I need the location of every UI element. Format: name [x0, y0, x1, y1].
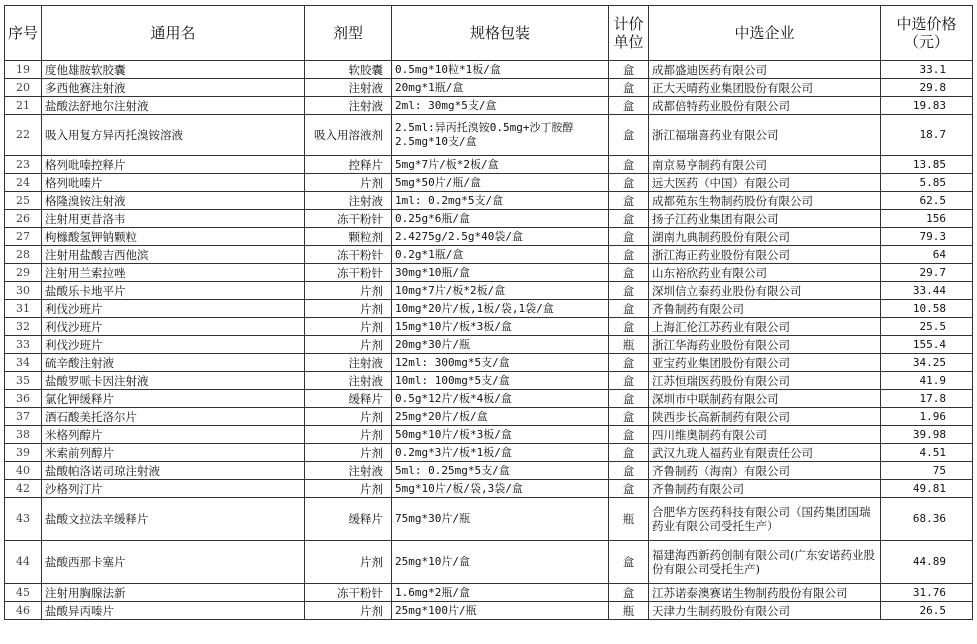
selected-enterprise-cell: 扬子江药业集团有限公司: [649, 210, 881, 228]
spec-package-cell: 5ml: 0.25mg*5支/盒: [392, 462, 609, 480]
table-row: [5, 318, 973, 336]
spec-package-cell: 1ml: 0.2mg*5支/盒: [392, 192, 609, 210]
selected-enterprise-cell: 陕西步长高新制药有限公司: [649, 408, 881, 426]
drug-name-cell: 利伐沙班片: [42, 300, 305, 318]
row-number-cell: 43: [5, 498, 42, 541]
dosage-form-cell: 片剂: [305, 426, 392, 444]
table-row: [5, 264, 973, 282]
dosage-form-cell: 片剂: [305, 300, 392, 318]
spec-package-cell: 2.4275g/2.5g*40袋/盒: [392, 228, 609, 246]
row-number-cell: 33: [5, 336, 42, 354]
selected-price-cell: 39.98: [881, 426, 973, 444]
selected-price-cell: 5.85: [881, 174, 973, 192]
table-row: [5, 79, 973, 97]
spec-package-cell: 1.6mg*2瓶/盒: [392, 584, 609, 602]
spec-package-cell: 10mg*20片/板,1板/袋,1袋/盒: [392, 300, 609, 318]
table-row: [5, 210, 973, 228]
drug-name-cell: 酒石酸美托洛尔片: [42, 408, 305, 426]
row-number-cell: 36: [5, 390, 42, 408]
pricing-unit-cell: 瓶: [609, 336, 649, 354]
table-row: [5, 192, 973, 210]
row-number-cell: 38: [5, 426, 42, 444]
table-row: [5, 300, 973, 318]
table-row: [5, 61, 973, 79]
dosage-form-cell: 缓释片: [305, 498, 392, 541]
drug-name-cell: 注射用兰索拉唑: [42, 264, 305, 282]
table-row: [5, 541, 973, 584]
selected-enterprise-cell: 武汉九珑人福药业有限责任公司: [649, 444, 881, 462]
selected-price-cell: 33.1: [881, 61, 973, 79]
selected-price-cell: 18.7: [881, 115, 973, 156]
dosage-form-cell: 注射液: [305, 79, 392, 97]
dosage-form-cell: 缓释片: [305, 390, 392, 408]
drug-name-cell: 利伐沙班片: [42, 318, 305, 336]
selected-enterprise-cell: 四川维奥制药有限公司: [649, 426, 881, 444]
selected-price-cell: 68.36: [881, 498, 973, 541]
spec-package-cell: 20mg*1瓶/盒: [392, 79, 609, 97]
drug-name-cell: 盐酸法舒地尔注射液: [42, 97, 305, 115]
header-no: 序号: [5, 6, 42, 61]
header-price: 中选价格（元）: [881, 6, 973, 61]
row-number-cell: 24: [5, 174, 42, 192]
table-row: [5, 498, 973, 541]
dosage-form-cell: 片剂: [305, 602, 392, 620]
dosage-form-cell: 吸入用溶液剂: [305, 115, 392, 156]
table-row: [5, 115, 973, 156]
spec-package-cell: 50mg*10片/板*3板/盒: [392, 426, 609, 444]
pricing-unit-cell: 盒: [609, 541, 649, 584]
row-number-cell: 42: [5, 480, 42, 498]
drug-name-cell: 硫辛酸注射液: [42, 354, 305, 372]
drug-name-cell: 格列吡嗪控释片: [42, 156, 305, 174]
table-row: [5, 336, 973, 354]
row-number-cell: 35: [5, 372, 42, 390]
spec-package-cell: 25mg*20片/板/盒: [392, 408, 609, 426]
row-number-cell: 46: [5, 602, 42, 620]
spec-package-cell: 25mg*10片/盒: [392, 541, 609, 584]
spec-package-cell: 0.5g*12片/板*4板/盒: [392, 390, 609, 408]
row-number-cell: 40: [5, 462, 42, 480]
spec-package-cell: 0.2mg*3片/板*1板/盒: [392, 444, 609, 462]
pricing-unit-cell: 盒: [609, 210, 649, 228]
pricing-unit-cell: 盒: [609, 192, 649, 210]
table-row: [5, 97, 973, 115]
dosage-form-cell: 片剂: [305, 541, 392, 584]
drug-name-cell: 格隆溴铵注射液: [42, 192, 305, 210]
selected-enterprise-cell: 山东裕欣药业有限公司: [649, 264, 881, 282]
selected-enterprise-cell: 江苏诺泰澳赛诺生物制药股份有限公司: [649, 584, 881, 602]
pricing-unit-cell: 盒: [609, 97, 649, 115]
table-row: [5, 584, 973, 602]
spec-package-cell: 5mg*7片/板*2板/盒: [392, 156, 609, 174]
pricing-unit-cell: 盒: [609, 318, 649, 336]
pricing-unit-cell: 盒: [609, 300, 649, 318]
drug-name-cell: 沙格列汀片: [42, 480, 305, 498]
selected-enterprise-cell: 浙江福瑞喜药业有限公司: [649, 115, 881, 156]
pricing-unit-cell: 瓶: [609, 602, 649, 620]
pricing-unit-cell: 盒: [609, 426, 649, 444]
spec-package-cell: 15mg*10片/板*3板/盒: [392, 318, 609, 336]
pricing-unit-cell: 盒: [609, 372, 649, 390]
dosage-form-cell: 注射液: [305, 354, 392, 372]
dosage-form-cell: 冻干粉针: [305, 264, 392, 282]
dosage-form-cell: 注射液: [305, 192, 392, 210]
row-number-cell: 26: [5, 210, 42, 228]
selected-enterprise-cell: 合肥华方医药科技有限公司（国药集团国瑞药业有限公司受托生产）: [649, 498, 881, 541]
drug-name-cell: 注射用盐酸吉西他滨: [42, 246, 305, 264]
drug-name-cell: 盐酸西那卡塞片: [42, 541, 305, 584]
selected-price-cell: 25.5: [881, 318, 973, 336]
selected-price-cell: 17.8: [881, 390, 973, 408]
pricing-unit-cell: 盒: [609, 174, 649, 192]
header-spec: 规格包装: [392, 6, 609, 61]
row-number-cell: 25: [5, 192, 42, 210]
dosage-form-cell: 软胶囊: [305, 61, 392, 79]
dosage-form-cell: 冻干粉针: [305, 584, 392, 602]
table-row: [5, 602, 973, 620]
selected-enterprise-cell: 齐鲁制药有限公司: [649, 300, 881, 318]
table-row: [5, 462, 973, 480]
drug-name-cell: 盐酸乐卡地平片: [42, 282, 305, 300]
spec-package-cell: 5mg*10片/板/袋,3袋/盒: [392, 480, 609, 498]
pricing-unit-cell: 盒: [609, 115, 649, 156]
row-number-cell: 23: [5, 156, 42, 174]
header-enterprise: 中选企业: [649, 6, 881, 61]
pricing-unit-cell: 盒: [609, 228, 649, 246]
drug-name-cell: 盐酸文拉法辛缓释片: [42, 498, 305, 541]
selected-price-cell: 64: [881, 246, 973, 264]
row-number-cell: 32: [5, 318, 42, 336]
dosage-form-cell: 片剂: [305, 318, 392, 336]
drug-name-cell: 多西他赛注射液: [42, 79, 305, 97]
row-number-cell: 30: [5, 282, 42, 300]
drug-name-cell: 注射用更昔洛韦: [42, 210, 305, 228]
spec-package-cell: 0.5mg*10粒*1板/盒: [392, 61, 609, 79]
spec-package-cell: 0.25g*6瓶/盒: [392, 210, 609, 228]
selected-enterprise-cell: 湖南九典制药股份有限公司: [649, 228, 881, 246]
pricing-unit-cell: 盒: [609, 584, 649, 602]
selected-price-cell: 13.85: [881, 156, 973, 174]
header-name: 通用名: [42, 6, 305, 61]
drug-name-cell: 米索前列醇片: [42, 444, 305, 462]
spec-package-cell: 2.5ml:异丙托溴铵0.5mg+沙丁胺醇2.5mg*10支/盒: [392, 115, 609, 156]
table-header-row: [5, 6, 973, 61]
selected-enterprise-cell: 远大医药（中国）有限公司: [649, 174, 881, 192]
row-number-cell: 44: [5, 541, 42, 584]
pricing-unit-cell: 盒: [609, 156, 649, 174]
selected-price-cell: 75: [881, 462, 973, 480]
pricing-unit-cell: 盒: [609, 61, 649, 79]
selected-price-cell: 44.89: [881, 541, 973, 584]
selected-price-cell: 41.9: [881, 372, 973, 390]
selected-enterprise-cell: 成都倍特药业股份有限公司: [649, 97, 881, 115]
spec-package-cell: 12ml: 300mg*5支/盒: [392, 354, 609, 372]
selected-enterprise-cell: 齐鲁制药有限公司: [649, 480, 881, 498]
selected-price-cell: 10.58: [881, 300, 973, 318]
row-number-cell: 31: [5, 300, 42, 318]
selected-price-cell: 79.3: [881, 228, 973, 246]
table-row: [5, 426, 973, 444]
dosage-form-cell: 冻干粉针: [305, 210, 392, 228]
dosage-form-cell: 片剂: [305, 444, 392, 462]
table-row: [5, 156, 973, 174]
drug-name-cell: 米格列醇片: [42, 426, 305, 444]
selected-price-cell: 156: [881, 210, 973, 228]
selected-enterprise-cell: 亚宝药业集团股份有限公司: [649, 354, 881, 372]
table-row: [5, 282, 973, 300]
selected-enterprise-cell: 齐鲁制药（海南）有限公司: [649, 462, 881, 480]
row-number-cell: 45: [5, 584, 42, 602]
pricing-unit-cell: 盒: [609, 354, 649, 372]
pricing-unit-cell: 盒: [609, 444, 649, 462]
selected-price-cell: 29.7: [881, 264, 973, 282]
spec-package-cell: 0.2g*1瓶/盒: [392, 246, 609, 264]
pricing-unit-cell: 盒: [609, 264, 649, 282]
table-row: [5, 408, 973, 426]
pricing-unit-cell: 瓶: [609, 498, 649, 541]
selected-price-cell: 49.81: [881, 480, 973, 498]
selected-price-cell: 19.83: [881, 97, 973, 115]
table-row: [5, 444, 973, 462]
drug-name-cell: 吸入用复方异丙托溴铵溶液: [42, 115, 305, 156]
table-row: [5, 246, 973, 264]
row-number-cell: 37: [5, 408, 42, 426]
selected-price-cell: 34.25: [881, 354, 973, 372]
drug-name-cell: 氯化钾缓释片: [42, 390, 305, 408]
selected-price-cell: 29.8: [881, 79, 973, 97]
dosage-form-cell: 片剂: [305, 174, 392, 192]
row-number-cell: 22: [5, 115, 42, 156]
pricing-unit-cell: 盒: [609, 480, 649, 498]
selected-enterprise-cell: 深圳信立泰药业股份有限公司: [649, 282, 881, 300]
row-number-cell: 28: [5, 246, 42, 264]
drug-name-cell: 盐酸异丙嗪片: [42, 602, 305, 620]
pricing-unit-cell: 盒: [609, 462, 649, 480]
selected-price-cell: 155.4: [881, 336, 973, 354]
selected-enterprise-cell: 成都盛迪医药有限公司: [649, 61, 881, 79]
table-row: [5, 372, 973, 390]
drug-name-cell: 注射用胸腺法新: [42, 584, 305, 602]
drug-name-cell: 格列吡嗪片: [42, 174, 305, 192]
table-row: [5, 354, 973, 372]
procurement-table-sheet: [4, 5, 972, 620]
selected-price-cell: 4.51: [881, 444, 973, 462]
selected-enterprise-cell: 正大天晴药业集团股份有限公司: [649, 79, 881, 97]
spec-package-cell: 25mg*100片/瓶: [392, 602, 609, 620]
table-row: [5, 228, 973, 246]
header-unit: 计价单位: [609, 6, 649, 61]
spec-package-cell: 75mg*30片/瓶: [392, 498, 609, 541]
row-number-cell: 19: [5, 61, 42, 79]
dosage-form-cell: 片剂: [305, 336, 392, 354]
selected-enterprise-cell: 浙江海正药业股份有限公司: [649, 246, 881, 264]
dosage-form-cell: 颗粒剂: [305, 228, 392, 246]
row-number-cell: 39: [5, 444, 42, 462]
drug-name-cell: 利伐沙班片: [42, 336, 305, 354]
selected-price-cell: 33.44: [881, 282, 973, 300]
selected-price-cell: 62.5: [881, 192, 973, 210]
selected-enterprise-cell: 浙江华海药业股份有限公司: [649, 336, 881, 354]
selected-price-cell: 31.76: [881, 584, 973, 602]
drug-name-cell: 盐酸帕洛诺司琼注射液: [42, 462, 305, 480]
table-row: [5, 390, 973, 408]
spec-package-cell: 10mg*7片/板*2板/盒: [392, 282, 609, 300]
table-body: [5, 61, 973, 620]
dosage-form-cell: 片剂: [305, 282, 392, 300]
spec-package-cell: 20mg*30片/瓶: [392, 336, 609, 354]
drug-name-cell: 枸橼酸氢钾钠颗粒: [42, 228, 305, 246]
pricing-unit-cell: 盒: [609, 408, 649, 426]
dosage-form-cell: 注射液: [305, 462, 392, 480]
pricing-unit-cell: 盒: [609, 246, 649, 264]
drug-name-cell: 度他雄胺软胶囊: [42, 61, 305, 79]
dosage-form-cell: 冻干粉针: [305, 246, 392, 264]
spec-package-cell: 5mg*50片/瓶/盒: [392, 174, 609, 192]
spec-package-cell: 10ml: 100mg*5支/盒: [392, 372, 609, 390]
table-row: [5, 174, 973, 192]
selected-drugs-table: [4, 5, 973, 620]
pricing-unit-cell: 盒: [609, 282, 649, 300]
selected-price-cell: 1.96: [881, 408, 973, 426]
row-number-cell: 21: [5, 97, 42, 115]
selected-enterprise-cell: 上海汇伦江苏药业有限公司: [649, 318, 881, 336]
selected-enterprise-cell: 天津力生制药股份有限公司: [649, 602, 881, 620]
selected-enterprise-cell: 福建海西新药创制有限公司(广东安诺药业股份有限公司受托生产): [649, 541, 881, 584]
dosage-form-cell: 片剂: [305, 480, 392, 498]
spec-package-cell: 2ml: 30mg*5支/盒: [392, 97, 609, 115]
selected-enterprise-cell: 南京易亨制药有限公司: [649, 156, 881, 174]
header-form: 剂型: [305, 6, 392, 61]
row-number-cell: 27: [5, 228, 42, 246]
row-number-cell: 20: [5, 79, 42, 97]
dosage-form-cell: 控释片: [305, 156, 392, 174]
row-number-cell: 29: [5, 264, 42, 282]
spec-package-cell: 30mg*10瓶/盒: [392, 264, 609, 282]
pricing-unit-cell: 盒: [609, 390, 649, 408]
selected-enterprise-cell: 深圳市中联制药有限公司: [649, 390, 881, 408]
drug-name-cell: 盐酸罗哌卡因注射液: [42, 372, 305, 390]
dosage-form-cell: 注射液: [305, 97, 392, 115]
selected-price-cell: 26.5: [881, 602, 973, 620]
pricing-unit-cell: 盒: [609, 79, 649, 97]
dosage-form-cell: 片剂: [305, 408, 392, 426]
selected-enterprise-cell: 江苏恒瑞医药股份有限公司: [649, 372, 881, 390]
table-row: [5, 480, 973, 498]
row-number-cell: 34: [5, 354, 42, 372]
selected-enterprise-cell: 成都苑东生物制药股份有限公司: [649, 192, 881, 210]
dosage-form-cell: 注射液: [305, 372, 392, 390]
